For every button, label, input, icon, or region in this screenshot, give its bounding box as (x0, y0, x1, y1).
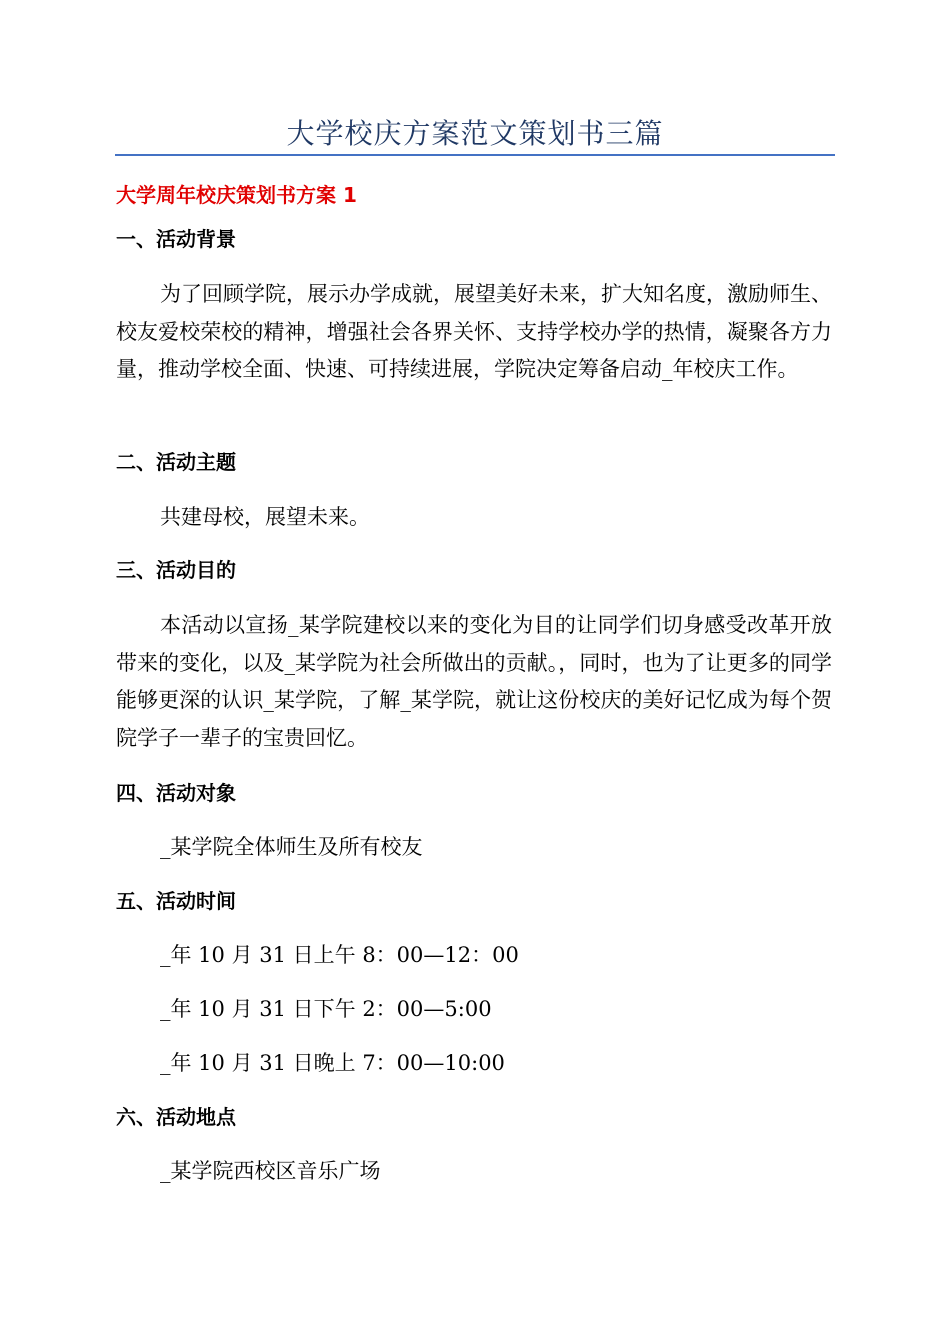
document-title: 大学校庆方案范文策划书三篇 (286, 117, 664, 150)
time-line-afternoon: _年 10 月 31 日下午 2：00—5:00 (160, 997, 492, 1021)
section-heading-audience: 四、活动对象 (116, 781, 236, 805)
plan-subtitle: 大学周年校庆策划书方案 1 (116, 183, 357, 207)
section-heading-background: 一、活动背景 (116, 227, 236, 251)
section-heading-time: 五、活动时间 (116, 889, 236, 913)
title-underline (115, 154, 835, 156)
section-body-purpose: 本活动以宣扬_某学院建校以来的变化为目的让同学们切身感受改革开放带来的变化，以及_某学院为社会所做出的贡献。，同时，也为了让更多的同学能够更深的认识_某学院，了解_某学院，就让这份校庆的美好记忆成为每个贺院学子一辈子的宝贵回忆。 (116, 613, 832, 750)
section-body-location: _某学院西校区音乐广场 (160, 1159, 381, 1183)
time-line-evening: _年 10 月 31 日晚上 7：00—10:00 (160, 1051, 505, 1075)
section-heading-theme: 二、活动主题 (116, 450, 236, 474)
section-heading-location: 六、活动地点 (116, 1105, 236, 1129)
section-body-audience: _某学院全体师生及所有校友 (160, 835, 423, 859)
section-heading-purpose: 三、活动目的 (116, 558, 236, 582)
time-line-morning: _年 10 月 31 日上午 8：00—12：00 (160, 943, 519, 967)
section-body-background: 为了回顾学院，展示办学成就，展望美好未来，扩大知名度，激励师生、校友爱校荣校的精神，增强社会各界关怀、支持学校办学的热情，凝聚各方力量，推动学校全面、快速、可持续进展，学院决定筹备启动_年校庆工作。 (116, 282, 832, 381)
section-body-theme: 共建母校，展望未来。 (160, 505, 370, 529)
